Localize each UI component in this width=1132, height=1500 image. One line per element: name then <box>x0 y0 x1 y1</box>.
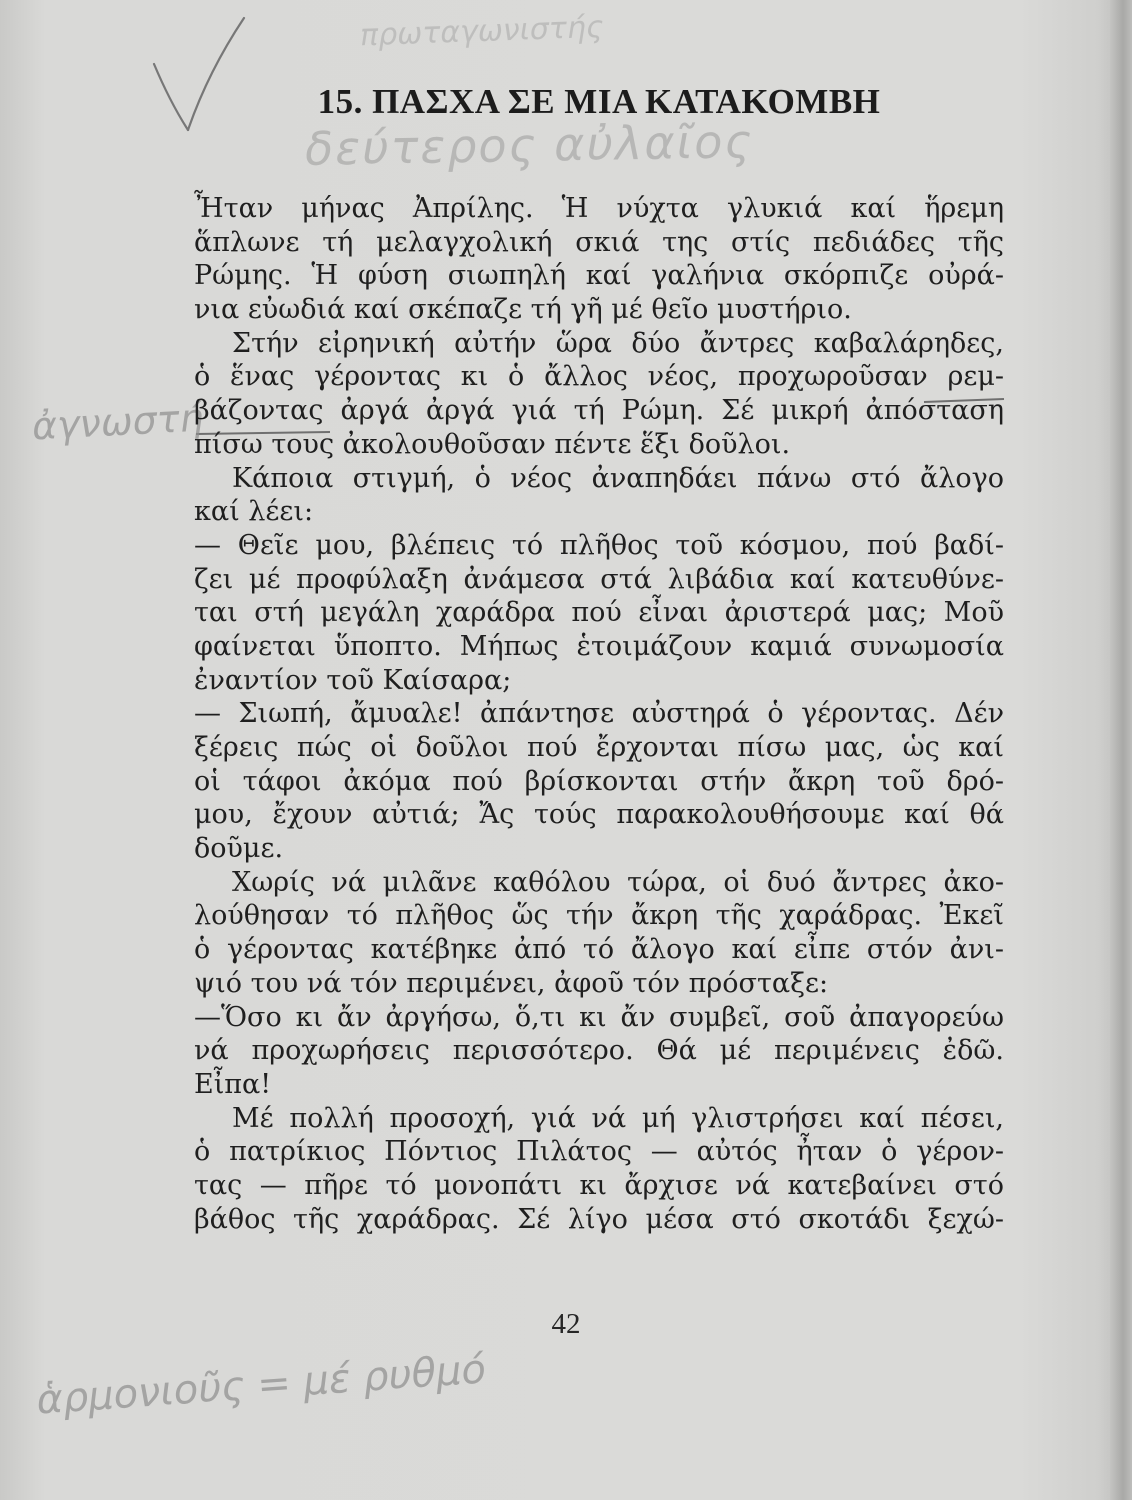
text-line: — Σιωπή, ἄμυαλε! ἀπάντησε αὐστηρά ὁ γέροντας. Δέν <box>194 698 1004 730</box>
text-line: μου, ἔχουν αὐτιά; Ἄς τούς παρακολουθήσουμε καί θά <box>194 799 1004 831</box>
pencil-bottom-note: ἁρμονιοῦς = μέ ρυθμό <box>34 1346 488 1424</box>
text-line: ὁ γέροντας κατέβηκε ἀπό τό ἄλογο καί εἶπε στόν ἀνι- <box>194 934 1004 966</box>
text-line: πίσω τους ἀκολουθοῦσαν πέντε ἕξι δοῦλοι. <box>194 428 791 460</box>
text-line: δοῦμε. <box>194 833 284 865</box>
text-line: — Θεῖε μου, βλέπεις τό πλῆθος τοῦ κόσμου, πού βαδί- <box>194 529 1004 561</box>
text-line: Χωρίς νά μιλᾶνε καθόλου τώρα, οἱ δυό ἄντρες ἀκο- <box>232 866 1004 898</box>
text-line: τας — πῆρε τό μονοπάτι κι ἄρχισε νά κατεβαίνει στό <box>194 1169 1004 1201</box>
text-line: Στήν εἰρηνική αὐτήν ὥρα δύο ἄντρες καβαλάρηδες, <box>232 327 1004 359</box>
text-line: Ρώμης. Ἡ φύση σιωπηλή καί γαλήνια σκόρπιζε οὐρά- <box>194 260 1004 292</box>
text-line: οἱ τάφοι ἀκόμα πού βρίσκονται στήν ἄκρη τοῦ δρό- <box>194 765 1004 797</box>
text-line: φαίνεται ὕποπτο. Μήπως ἑτοιμάζουν καμιά συνωμοσία <box>194 630 1004 662</box>
pencil-note-under-title: δεύτερος αὐλαῖος <box>304 114 754 176</box>
pencil-top-scribble: πρωταγωνιστής <box>359 9 605 54</box>
text-line: —Ὅσο κι ἄν ἀργήσω, ὅ,τι κι ἄν συμβεῖ, σοῦ ἀπαγορεύω <box>194 1001 1004 1033</box>
pencil-check-mark-icon <box>140 12 250 142</box>
text-line: Εἶπα! <box>194 1068 272 1100</box>
body-text <box>194 192 1004 1236</box>
text-line: ὁ πατρίκιος Πόντιος Πιλάτος — αὐτός ἦταν ὁ γέρον- <box>194 1136 1004 1168</box>
text-line: λούθησαν τό πλῆθος ὥς τήν ἄκρη τῆς χαράδρας. Ἐκεῖ <box>194 900 1004 932</box>
text-line: καί λέει: <box>194 496 314 528</box>
text-line: ξέρεις πώς οἱ δοῦλοι πού ἔρχονται πίσω μας, ὡς καί <box>194 732 1004 763</box>
text-line: Μέ πολλή προσοχή, γιά νά μή γλιστρήσει καί πέσει, <box>232 1102 1004 1134</box>
text-line: ὁ ἕνας γέροντας κι ὁ ἄλλος νέος, προχωροῦσαν ρεμ- <box>194 361 1004 393</box>
text-line: ψιό του νά τόν περιμένει, ἀφοῦ τόν πρόσταξε: <box>194 967 829 999</box>
text-line: Ἦταν μήνας Ἀπρίλης. Ἡ νύχτα γλυκιά καί ἥρεμη <box>194 193 1004 224</box>
text-line: νια εὐωδιά καί σκέπαζε τή γῆ μέ θεῖο μυστήριο. <box>194 294 852 326</box>
text-line: βάθος τῆς χαράδρας. Σέ λίγο μέσα στό σκοτάδι ξεχώ- <box>194 1203 1004 1235</box>
page-number: 42 <box>551 1308 581 1340</box>
text-line: ται στή μεγάλη χαράδρα πού εἶναι ἀριστερά μας; Μοῦ <box>194 597 1004 629</box>
page-binding-edge <box>1110 0 1132 1500</box>
text-line: ἐναντίον τοῦ Καίσαρα; <box>194 664 512 696</box>
text-line: ἅπλωνε τή μελαγχολική σκιά της στίς πεδιάδες τῆς <box>194 226 1004 258</box>
text-line: ζει μέ προφύλαξη ἀνάμεσα στά λιβάδια καί κατευθύνε- <box>194 563 1004 595</box>
text-line: νά προχωρήσεις περισσότερο. Θά μέ περιμένεις ἐδῶ. <box>194 1035 1004 1067</box>
pencil-margin-note: ἀγνωστή <box>30 395 205 449</box>
chapter-title: 15. ΠΑΣΧΑ ΣΕ ΜΙΑ ΚΑΤΑΚΟΜΒΗ <box>317 82 881 121</box>
text-line: Κάποια στιγμή, ὁ νέος ἀναπηδάει πάνω στό ἄλογο <box>232 462 1004 494</box>
text-line: βάζοντας ἀργά ἀργά γιά τή Ρώμη. Σέ μικρή ἀπόσταση <box>194 395 1004 427</box>
